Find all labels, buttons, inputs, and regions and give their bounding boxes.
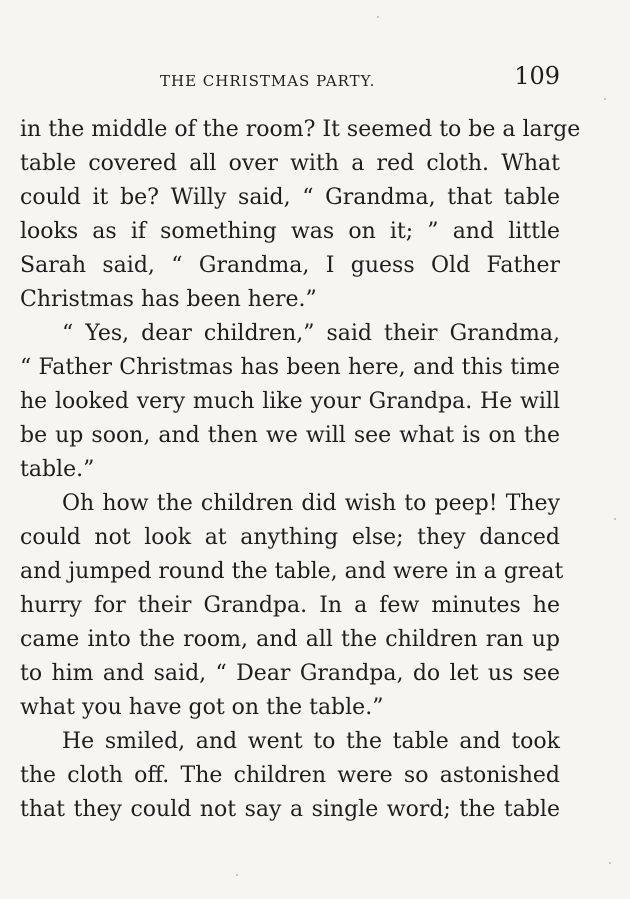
text-line: he looked very much like your Grandpa. He will	[20, 389, 560, 414]
body-text	[20, 113, 581, 827]
text-line: could it be? Willy said, “ Grandma, that table	[20, 185, 560, 210]
text-line: in the middle of the room? It seemed to be a large	[20, 117, 581, 142]
paper-speck	[609, 862, 611, 864]
paper-speck	[614, 518, 616, 520]
text-line: Oh how the children did wish to peep! They	[62, 491, 560, 516]
page-number: 109	[514, 62, 560, 90]
text-line: and jumped round the table, and were in a great	[20, 559, 564, 584]
text-line: the cloth off. The children were so astonished	[20, 763, 560, 788]
text-line: Christmas has been here.”	[20, 287, 317, 312]
paper-speck	[377, 16, 379, 18]
paper-speck	[236, 874, 238, 876]
page-header	[20, 62, 560, 96]
text-line: looks as if something was on it; ” and little	[20, 219, 560, 244]
text-line: table covered all over with a red cloth. What	[20, 151, 560, 176]
text-line: came into the room, and all the children ran up	[20, 627, 560, 652]
text-line: be up soon, and then we will see what is on the	[20, 423, 560, 448]
running-title: THE CHRISTMAS PARTY.	[160, 72, 376, 90]
text-line: table.”	[20, 457, 95, 482]
text-line: hurry for their Grandpa. In a few minutes he	[20, 593, 560, 618]
text-line: what you have got on the table.”	[20, 695, 384, 720]
text-line: “ Yes, dear children,” said their Grandma,	[62, 321, 560, 346]
text-line: He smiled, and went to the table and took	[62, 729, 560, 754]
text-line: to him and said, “ Dear Grandpa, do let us see	[20, 661, 560, 686]
paper-speck	[604, 98, 606, 100]
text-line: that they could not say a single word; the table	[20, 797, 560, 822]
text-line: “ Father Christmas has been here, and this time	[20, 355, 560, 380]
text-line: Sarah said, “ Grandma, I guess Old Father	[20, 253, 560, 278]
text-line: could not look at anything else; they danced	[20, 525, 560, 550]
